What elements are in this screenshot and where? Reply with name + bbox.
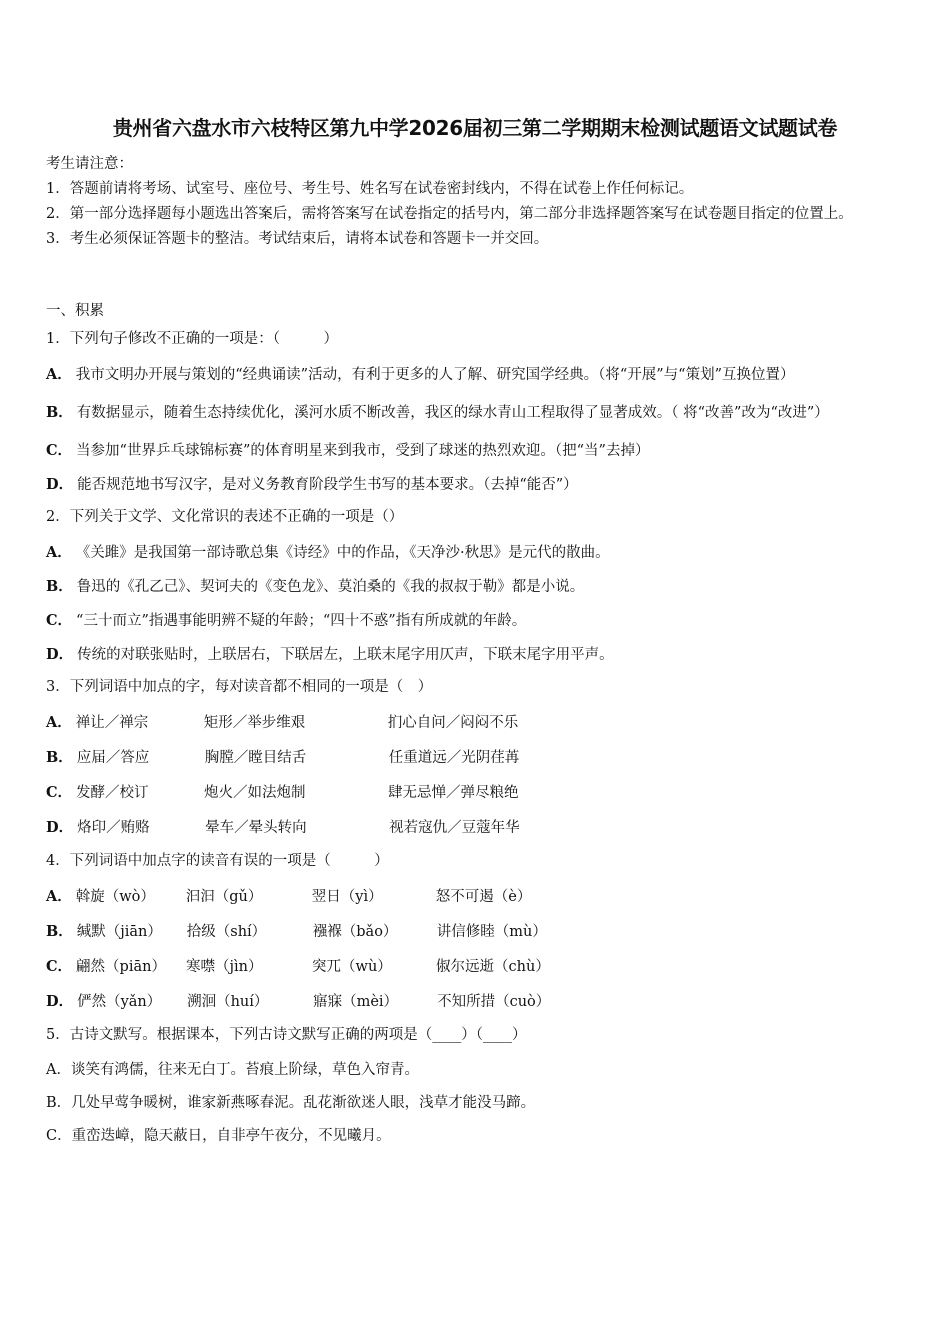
questions-body bbox=[46, 300, 908, 1151]
option-label: B． bbox=[46, 923, 73, 940]
word-pinyin: 俶尔远逝（chù） bbox=[436, 959, 550, 975]
word-pinyin: 溯洄（huí） bbox=[187, 994, 269, 1010]
option-text: 几处早莺争暖树，谁家新燕啄春泥。乱花渐欲迷人眼，浅草才能没马蹄。 bbox=[71, 1095, 536, 1111]
word-pinyin: 缄默（jiān） bbox=[76, 924, 162, 940]
word-pair: 晕车／晕头转向 bbox=[205, 820, 307, 836]
question-3-option-c bbox=[46, 774, 908, 809]
option-text: 我市文明办开展与策划的“经典诵读”活动，有利于更多的人了解、研究国学经典。（将“开展”与“策划”互换位置） bbox=[75, 367, 795, 383]
question-2-option-a bbox=[46, 534, 908, 568]
question-3-option-a bbox=[46, 704, 908, 739]
question-5-option-a bbox=[46, 1052, 908, 1085]
question-1-option-b bbox=[46, 394, 908, 432]
question-4-option-b bbox=[46, 913, 908, 948]
question-2-option-b bbox=[46, 568, 908, 602]
word-pair: 禅让／禅宗 bbox=[75, 715, 149, 731]
page-title: 贵州省六盘水市六枝特区第九中学2026届初三第二学期期末检测试题语文试题试卷 bbox=[112, 116, 838, 140]
question-1-option-a bbox=[46, 356, 908, 394]
word-pinyin: 汩汩（gǔ） bbox=[185, 889, 263, 905]
question-5-option-c bbox=[46, 1118, 908, 1151]
option-text: 鲁迅的《孔乙己》、契诃夫的《变色龙》、莫泊桑的《我的叔叔于勒》都是小说。 bbox=[76, 578, 585, 595]
word-pair: 应届／答应 bbox=[76, 750, 150, 766]
word-pinyin: 襁褓（bǎo） bbox=[312, 924, 398, 940]
question-2-option-c bbox=[46, 602, 908, 636]
question-4-option-a bbox=[46, 878, 908, 913]
option-text: “三十而立”指遇事能明辨不疑的年龄；“四十不惑”指有所成就的年龄。 bbox=[76, 612, 527, 629]
word-pair: 矩形／举步维艰 bbox=[203, 715, 306, 731]
option-label: C． bbox=[46, 441, 73, 459]
question-4-stem: 4．下列词语中加点字的读音有误的一项是（ ） bbox=[46, 853, 389, 869]
notice-item: 3．考生必须保证答题卡的整洁。考试结束后，请将本试卷和答题卡一并交回。 bbox=[46, 231, 549, 247]
option-label: B． bbox=[46, 749, 73, 766]
word-pinyin: 翩然（piān） bbox=[76, 959, 166, 975]
question-4-option-d bbox=[46, 983, 908, 1018]
word-pair: 任重道远／光阴荏苒 bbox=[388, 750, 520, 766]
option-label: D． bbox=[46, 475, 74, 493]
word-pinyin: 不知所措（cuò） bbox=[437, 994, 551, 1010]
word-pair: 胸膛／瞠目结舌 bbox=[204, 750, 307, 766]
word-pair: 发酵／校订 bbox=[76, 785, 149, 801]
option-text: 重峦迭嶂，隐天蔽日，自非亭午夜分，不见曦月。 bbox=[71, 1128, 391, 1144]
notice-item: 2．第一部分选择题每小题选出答案后，需将答案写在试卷指定的括号内，第二部分非选择题答案写在试卷题目指定的位置上。 bbox=[46, 206, 853, 222]
option-label: B． bbox=[46, 404, 73, 421]
word-pair: 扪心自问／闷闷不乐 bbox=[387, 715, 519, 731]
question-5-stem: 5．古诗文默写。根据课本，下列古诗文默写正确的两项是（____）（____） bbox=[46, 1027, 527, 1043]
question-1-option-c bbox=[46, 432, 908, 466]
question-2-stem: 2．下列关于文学、文化常识的表述不正确的一项是（） bbox=[46, 509, 404, 525]
word-pair: 烙印／贿赂 bbox=[77, 820, 150, 836]
question-3-option-d bbox=[46, 809, 908, 844]
notice-item: 1．答题前请将考场、试室号、座位号、考生号、姓名写在试卷密封线内，不得在试卷上作任何标记。 bbox=[46, 181, 694, 197]
option-label: D． bbox=[46, 819, 74, 836]
word-pinyin: 俨然（yǎn） bbox=[77, 994, 162, 1010]
option-text: 能否规范地书写汉字，是对义务教育阶段学生书写的基本要求。（去掉“能否”） bbox=[77, 476, 578, 493]
option-label: A． bbox=[46, 543, 72, 561]
word-pair: 肆无忌惮／弹尽粮绝 bbox=[388, 785, 519, 801]
option-label: A． bbox=[46, 714, 72, 731]
word-pinyin: 突兀（wù） bbox=[312, 959, 392, 975]
option-text: 《关雎》是我国第一部诗歌总集《诗经》中的作品，《天净沙·秋思》是元代的散曲。 bbox=[75, 544, 610, 561]
word-pinyin: 怒不可遏（è） bbox=[435, 889, 532, 905]
section-heading: 一、积累 bbox=[46, 303, 104, 319]
word-pinyin: 拾级（shí） bbox=[186, 924, 267, 940]
option-label: B． bbox=[46, 1095, 72, 1111]
word-pair: 视若寇仇／豆蔻年华 bbox=[389, 820, 520, 836]
question-2-option-d bbox=[46, 636, 908, 670]
word-pinyin: 寤寐（mèi） bbox=[313, 994, 399, 1010]
option-label: C． bbox=[46, 958, 73, 975]
option-label: D． bbox=[46, 645, 74, 663]
option-label: C． bbox=[46, 611, 73, 629]
question-5-option-b bbox=[46, 1085, 908, 1118]
notice-heading: 考生请注意： bbox=[46, 156, 133, 172]
question-4-option-c bbox=[46, 948, 908, 983]
option-label: A． bbox=[46, 1062, 71, 1078]
question-1-stem: 1．下列句子修改不正确的一项是：（ ） bbox=[46, 331, 338, 347]
word-pinyin: 翌日（yì） bbox=[311, 889, 383, 905]
notice-block bbox=[46, 152, 906, 252]
option-label: A． bbox=[46, 366, 72, 383]
question-3-stem: 3．下列词语中加点的字，每对读音都不相同的一项是（ ） bbox=[46, 679, 433, 695]
option-text: 有数据显示，随着生态持续优化，溪河水质不断改善，我区的绿水青山工程取得了显著成效。（ 将“改善”改为“改进”） bbox=[76, 405, 829, 421]
option-text: 传统的对联张贴时，上联居右，下联居左，上联末尾字用仄声，下联末尾字用平声。 bbox=[77, 646, 614, 663]
word-pinyin: 讲信修睦（mù） bbox=[436, 924, 547, 940]
option-label: A． bbox=[46, 888, 72, 905]
word-pinyin: 斡旋（wò） bbox=[75, 889, 155, 905]
option-label: B． bbox=[46, 577, 73, 595]
option-label: C． bbox=[46, 1128, 72, 1144]
word-pinyin: 寒噤（jìn） bbox=[186, 959, 263, 975]
option-label: D． bbox=[46, 993, 74, 1010]
option-text: 当参加“世界乒乓球锦标赛”的体育明星来到我市，受到了球迷的热烈欢迎。（把“当”去掉） bbox=[76, 442, 650, 459]
option-label: C． bbox=[46, 784, 73, 801]
word-pair: 炮火／如法炮制 bbox=[204, 785, 306, 801]
question-3-option-b bbox=[46, 739, 908, 774]
question-1-option-d bbox=[46, 466, 908, 500]
option-text: 谈笑有鸿儒，往来无白丁。苔痕上阶绿，草色入帘青。 bbox=[70, 1062, 419, 1078]
